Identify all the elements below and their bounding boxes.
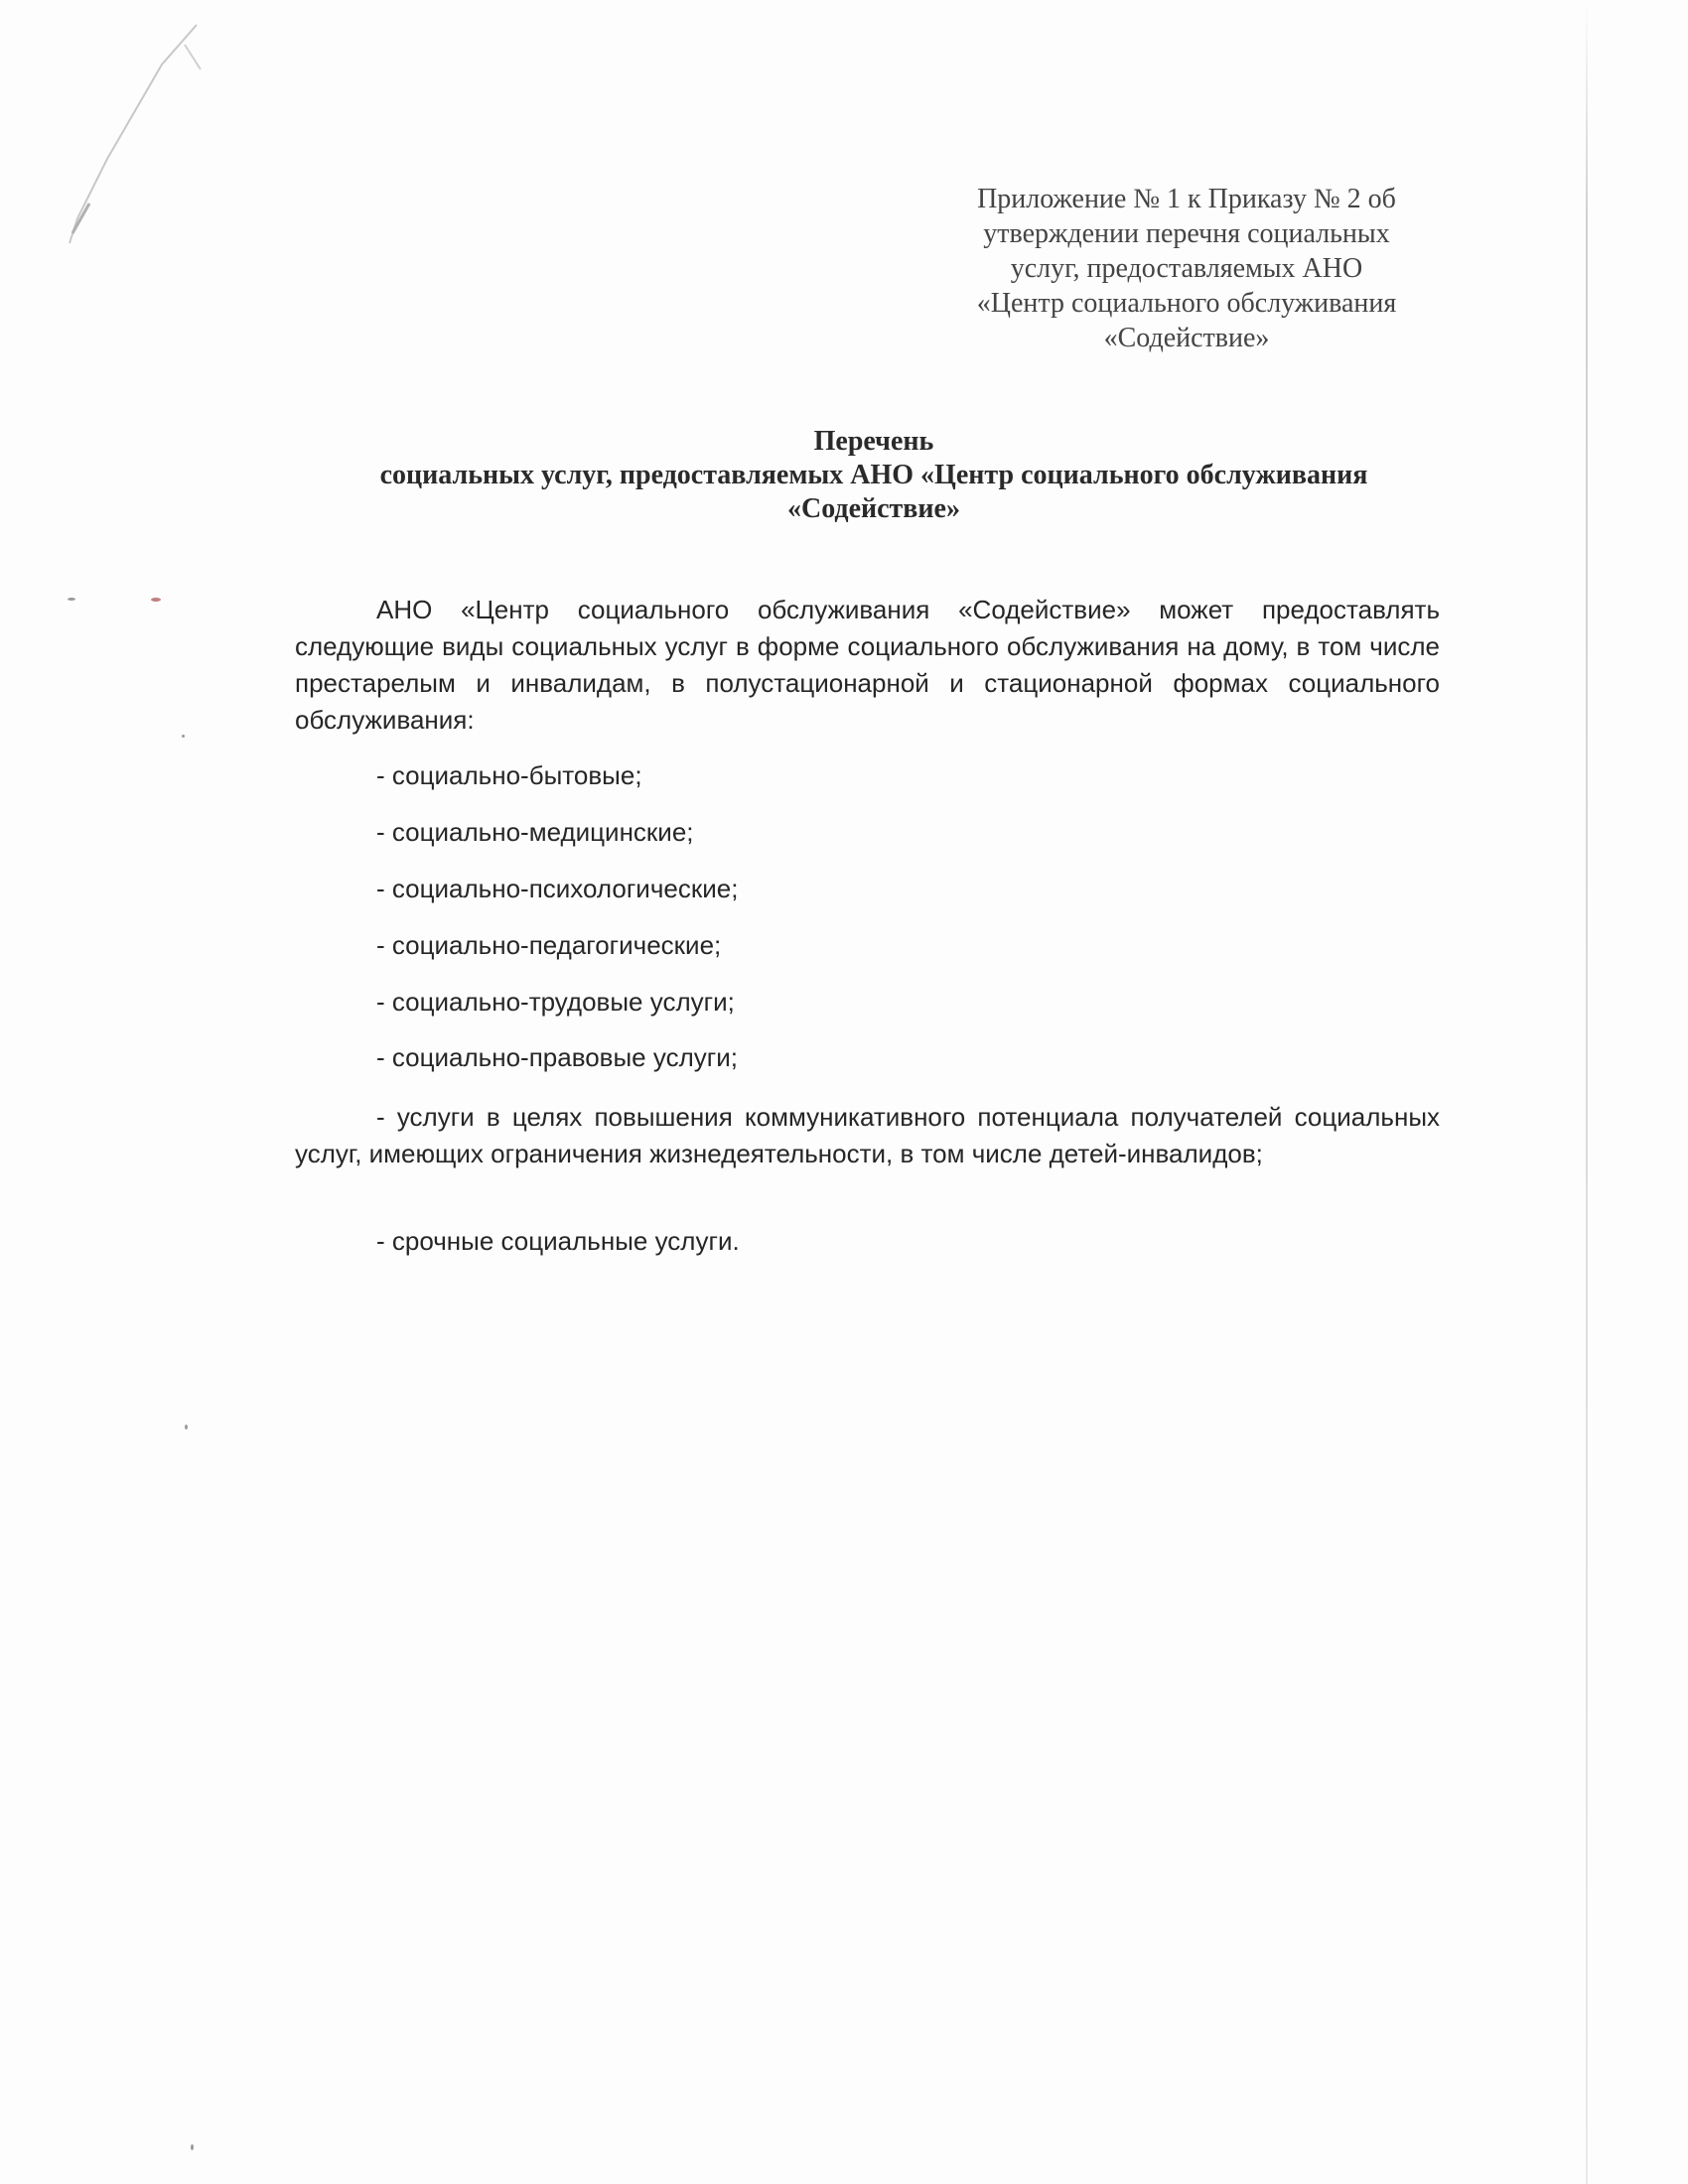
service-item: - социально-психологические; <box>376 874 739 903</box>
scan-speck <box>182 735 185 738</box>
scan-edge-line <box>1586 0 1588 2184</box>
scan-speck <box>191 2144 194 2150</box>
annex-line: утверждении перечня социальных <box>983 218 1390 249</box>
service-item: - срочные социальные услуги. <box>376 1226 740 1256</box>
scan-artifact <box>68 20 216 248</box>
annex-line: Приложение № 1 к Приказу № 2 об <box>977 184 1396 214</box>
annex-header <box>953 182 1420 355</box>
service-item: - социально-правовые услуги; <box>376 1042 738 1072</box>
annex-line: услуг, предоставляемых АНО <box>1010 253 1363 284</box>
annex-line: «Центр социального обслуживания <box>976 288 1397 319</box>
document-title <box>298 425 1450 526</box>
title-line: «Содействие» <box>786 493 960 524</box>
intro-paragraph: АНО «Центр социального обслуживания «Содействие» может предоставлять следующие виды социальных услуг в форме социального обслуживания на дому, в том числе престарелым и инвалидам, в полустационарной и стационарной формах социального обслуживания: <box>295 595 1440 735</box>
service-item: - услуги в целях повышения коммуникативного потенциала получателей социальных услуг, имеющих ограничения жизнедеятельности, в том числе детей-инвалидов; <box>295 1102 1440 1168</box>
title-line: Перечень <box>813 426 934 457</box>
scan-speck <box>151 598 161 602</box>
scan-speck <box>185 1425 188 1430</box>
scan-speck <box>68 598 75 601</box>
service-item: - социально-бытовые; <box>376 760 642 790</box>
title-line: социальных услуг, предоставляемых АНО «Центр социального обслуживания <box>379 460 1368 490</box>
service-item: - социально-педагогические; <box>376 930 722 960</box>
service-item: - социально-трудовые услуги; <box>376 987 735 1017</box>
service-item: - социально-медицинские; <box>376 817 694 847</box>
annex-line: «Содействие» <box>1103 323 1270 353</box>
